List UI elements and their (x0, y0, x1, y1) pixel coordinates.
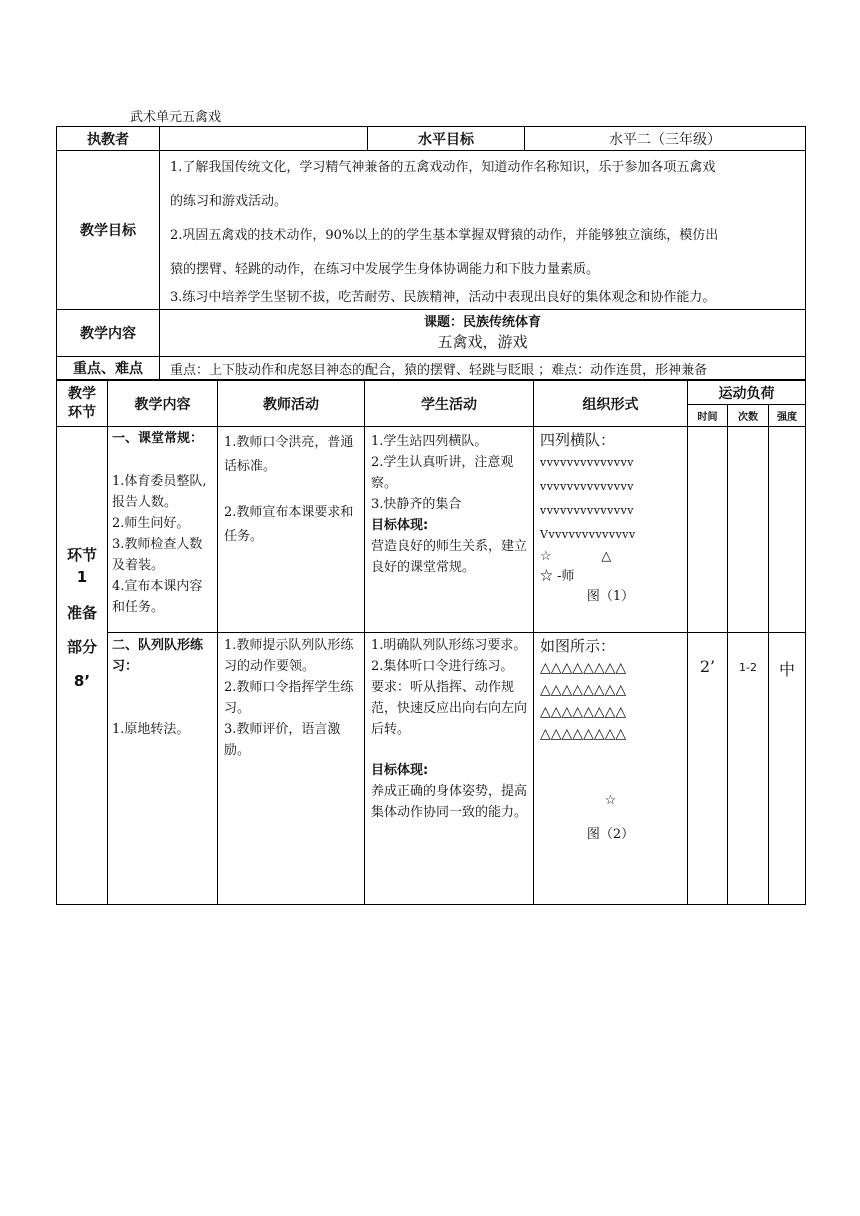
key-points-text: 重点：上下肢动作和虎怒目神态的配合，猿的摆臂、轻跳与眨眼 ；难点：动作连贯，形神兼备 (160, 357, 806, 380)
row1-content-title: 一、课堂常规： (112, 431, 204, 446)
row1-time (688, 427, 728, 633)
objectives-cell (160, 151, 806, 310)
section-label-cell (57, 427, 108, 905)
col-time-header: 时间 (688, 405, 728, 427)
row1-org-caption: 图（1） (586, 589, 635, 604)
col-load-header: 运动负荷 (688, 381, 806, 405)
row2-org-row: △△△△△△△△ (540, 704, 627, 720)
level-value: 水平二（三年级） (525, 127, 806, 151)
row1-intensity (769, 427, 806, 633)
row1-org-row: vvvvvvvvvvvvvv (540, 504, 635, 517)
row1-teacher (218, 427, 365, 633)
section-label-line2: 1 (76, 568, 88, 586)
row2-intensity: 中 (769, 633, 806, 905)
row1-student-item: 3.快静齐的集合 (371, 497, 462, 512)
row1-org-teacher: ☆ -师 (540, 569, 575, 584)
lesson-subtitle: 五禽戏，游戏 (437, 333, 528, 351)
row1-org-row: vvvvvvvvvvvvvv (540, 456, 635, 469)
objectives-label: 教学目标 (57, 151, 160, 310)
row2-teacher-item: 1.教师提示队列队形练习的动作要领。 (224, 638, 354, 674)
content-cell (160, 310, 806, 357)
row1-student (365, 427, 534, 633)
col-section-header (57, 381, 108, 427)
row2-org-row: △△△△△△△△ (540, 660, 627, 676)
row1-goal-label: 目标体现: (371, 518, 429, 533)
lesson-topic: 课题：民族传统体育 (423, 315, 541, 330)
row1-teacher-item: 1.教师口令洪亮，普通话标准。 (224, 435, 354, 474)
section-label-line4: 部分 (66, 638, 97, 656)
objective-line: 1.了解我国传统文化，学习精气神兼备的五禽戏动作，知道动作名称知识，乐于参加各项五禽戏 (170, 160, 716, 175)
row1-org-row: vvvvvvvvvvvvvv (540, 480, 635, 493)
row1-org (534, 427, 688, 633)
row1-content-item: 2.师生问好。 (112, 516, 190, 531)
section-label-line3: 准备 (66, 604, 97, 622)
row1-content-item: 3.教师检查人数及着装。 (112, 537, 203, 573)
col-content-header: 教学内容 (108, 381, 218, 427)
teacher-value (160, 127, 368, 151)
key-points-label: 重点、难点 (57, 357, 160, 380)
row2-goal-label: 目标体现: (371, 763, 429, 778)
row1-content (108, 427, 218, 633)
row2-teacher-item: 2.教师口令指挥学生练习。 (224, 680, 354, 716)
lesson-plan-header-table (56, 126, 806, 380)
section-label-line5: 8’ (73, 672, 91, 690)
row2-teacher (218, 633, 365, 905)
row1-student-item: 1.学生站四列横队。 (371, 434, 488, 449)
objective-line: 的练习和游戏活动。 (170, 194, 288, 209)
col-count-header: 次数 (728, 405, 769, 427)
section-label-line1: 环节 (66, 546, 97, 564)
row2-org-row: △△△△△△△△ (540, 726, 627, 742)
col-org-header: 组织形式 (534, 381, 688, 427)
row2-org-star: ☆ (604, 793, 617, 808)
content-label: 教学内容 (57, 310, 160, 357)
row2-org (534, 633, 688, 905)
row2-content-title: 二、队列队形练习： (112, 638, 204, 674)
row1-org-title: 四列横队： (540, 431, 616, 449)
row2-org-title: 如图所示： (540, 637, 616, 655)
row1-student-item: 2.学生认真听讲，注意观察。 (371, 455, 514, 491)
row2-time: 2’ (688, 633, 728, 905)
row1-org-row: Vvvvvvvvvvvvvv (540, 528, 636, 541)
col-teacher-header: 教师活动 (218, 381, 365, 427)
row2-goal-text: 养成正确的身体姿势，提高集体动作协同一致的能力。 (371, 784, 528, 820)
objective-line: 3.练习中培养学生坚韧不拔，吃苦耐劳、民族精神，活动中表现出良好的集体观念和协作能力。 (170, 290, 716, 305)
row1-teacher-item: 2.教师宣布本课要求和任务。 (224, 505, 354, 544)
row2-content-item: 1.原地转法。 (112, 722, 190, 737)
level-label: 水平目标 (368, 127, 525, 151)
row2-teacher-item: 3.教师评价，语言激励。 (224, 722, 341, 758)
teacher-label: 执教者 (57, 127, 160, 151)
lesson-plan-body-table (56, 380, 806, 905)
row2-student-item: 1.明确队列队形练习要求。 (371, 638, 527, 653)
objective-line: 2.巩固五禽戏的技术动作，90%以上的的学生基本掌握双臂猿的动作，并能够独立演练，模仿出 (170, 228, 719, 243)
row1-org-symbols: ☆ △ (540, 549, 612, 564)
document-title: 武术单元五禽戏 (130, 110, 222, 125)
objective-line: 猿的摆臂、轻跳的动作，在练习中发展学生身体协调能力和下肢力量素质。 (170, 262, 600, 277)
row2-student (365, 633, 534, 905)
row1-content-item: 4.宣布本课内容和任务。 (112, 579, 203, 615)
row2-student-item: 要求：听从指挥、动作规范，快速反应出向右向左向后转。 (371, 680, 528, 737)
col-student-header: 学生活动 (365, 381, 534, 427)
col-intensity-header: 强度 (769, 405, 806, 427)
row1-goal-text: 营造良好的师生关系，建立良好的课堂常规。 (371, 539, 528, 575)
row1-count (728, 427, 769, 633)
section-header-text: 教学环节 (68, 385, 96, 421)
row2-content (108, 633, 218, 905)
row2-org-caption: 图（2） (586, 827, 635, 842)
row2-org-row: △△△△△△△△ (540, 682, 627, 698)
row1-content-item: 1.体育委员整队,报告人数。 (112, 474, 207, 510)
row2-count: 1-2 (728, 633, 769, 905)
row2-student-item: 2.集体听口令进行练习。 (371, 659, 514, 674)
